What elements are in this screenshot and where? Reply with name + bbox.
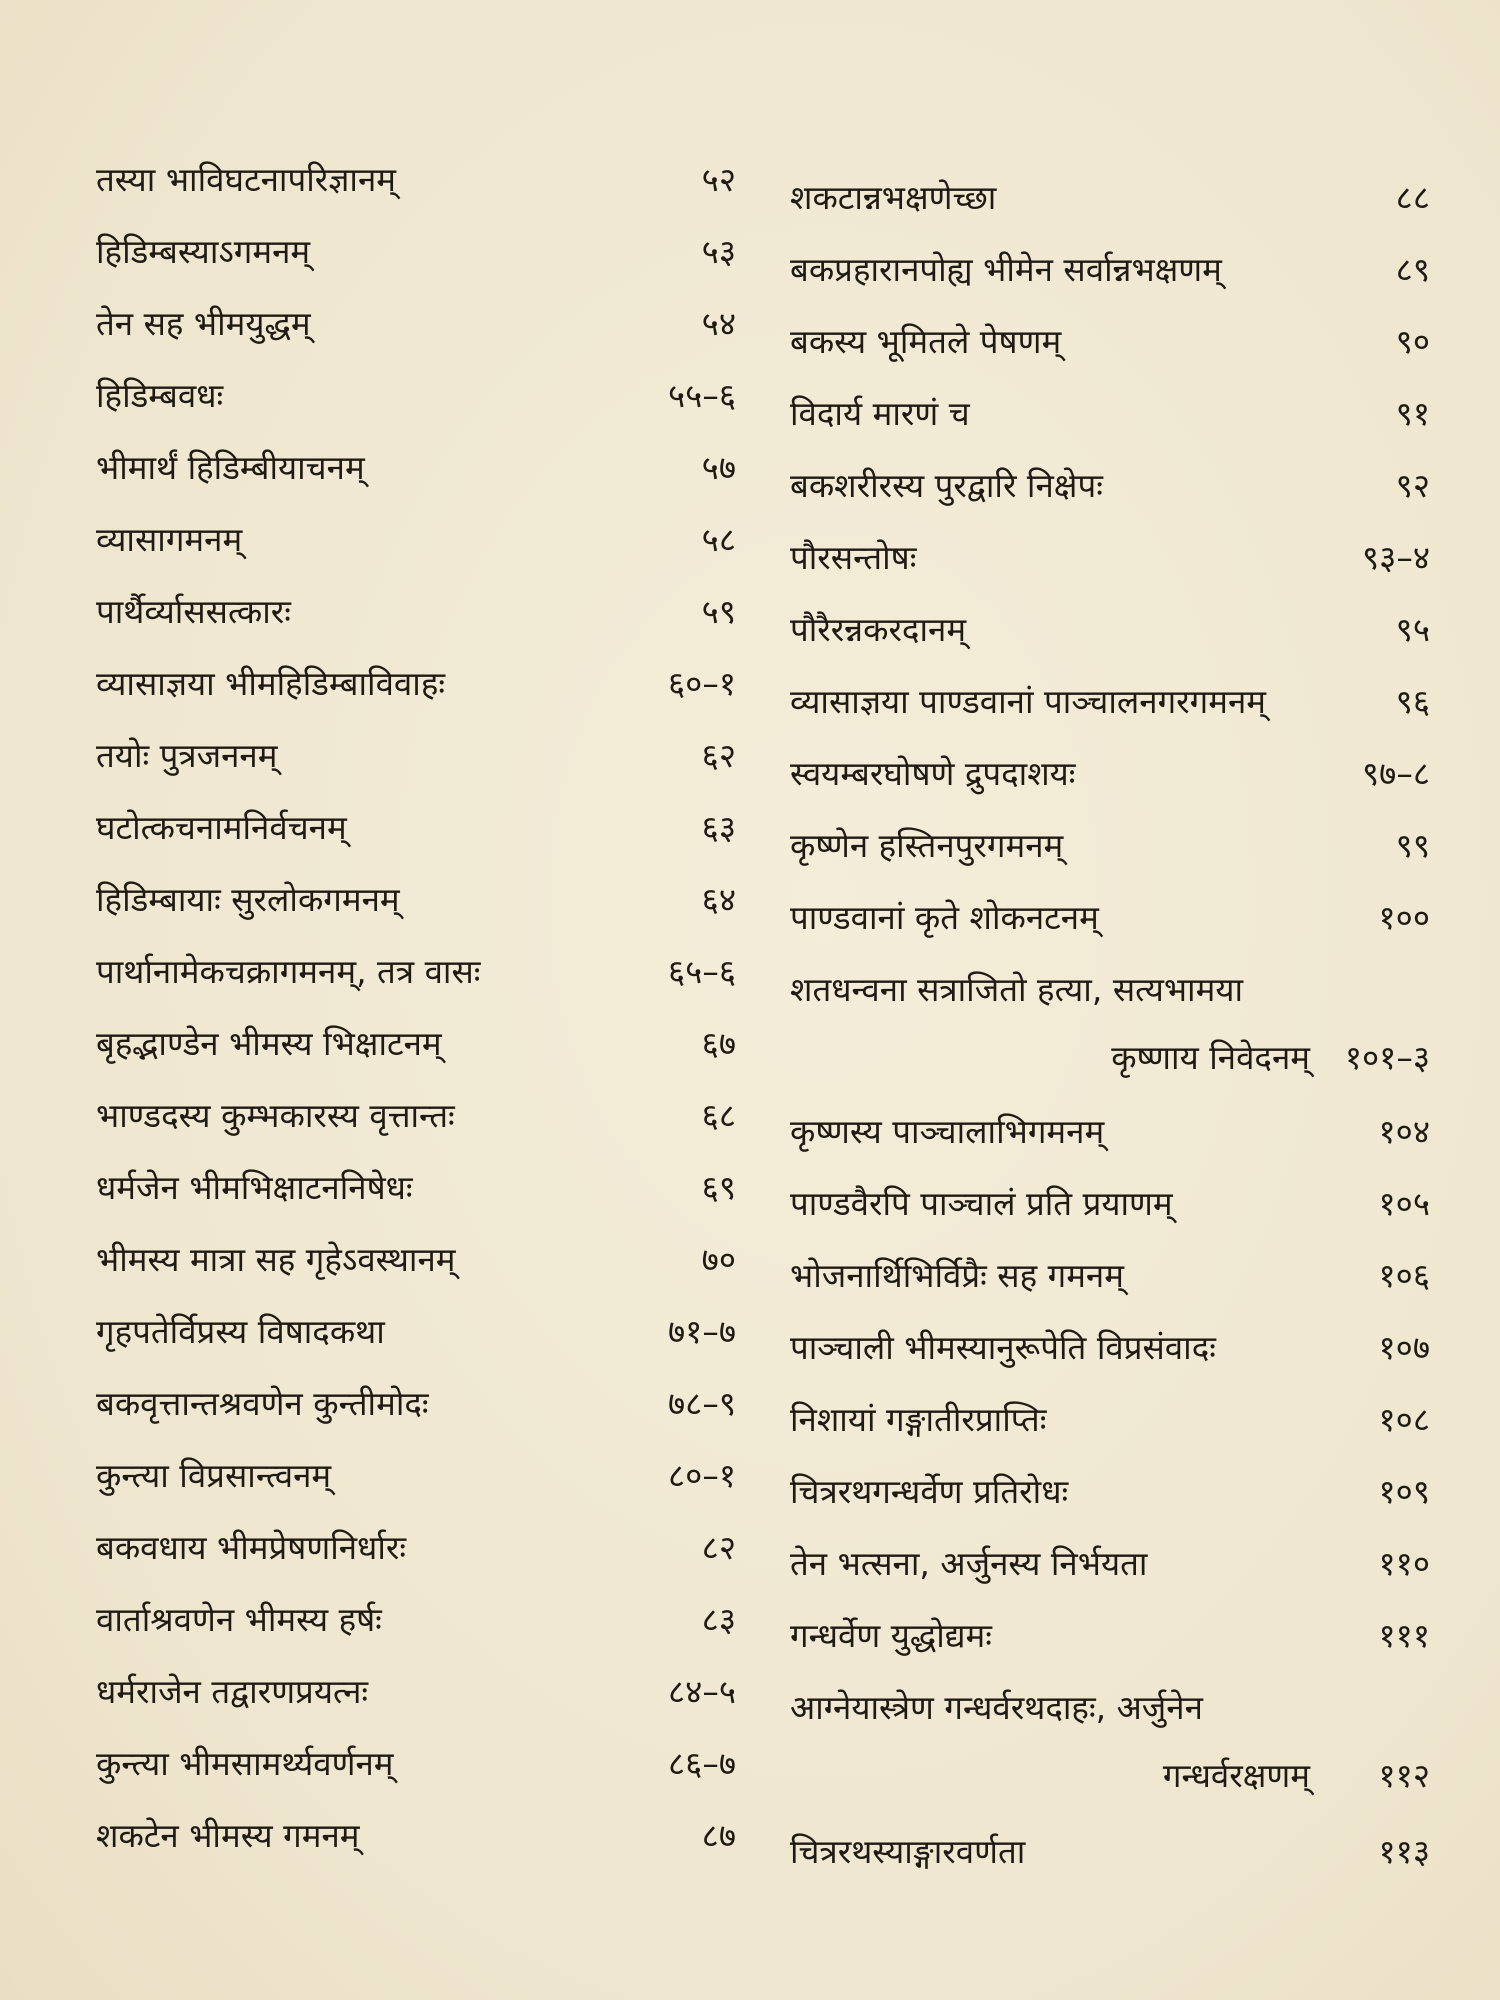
entry-page: ५५–६ — [668, 376, 736, 415]
toc-entry — [790, 1390, 1430, 1450]
entry-title-continuation: गन्धर्वरक्षणम् — [1162, 1756, 1310, 1795]
toc-entry — [96, 1158, 736, 1218]
entry-title: बकवधाय भीमप्रेषणनिर्धारः — [96, 1528, 407, 1567]
entry-page: ६४ — [701, 880, 736, 919]
toc-entry — [96, 1302, 736, 1362]
entry-page: ८६–७ — [668, 1744, 736, 1783]
entry-title: तेन सह भीमयुद्धम् — [96, 304, 311, 343]
toc-entry — [790, 1822, 1430, 1882]
entry-page: १०० — [1378, 898, 1430, 937]
entry-title: गृहपतेर्विप्रस्य विषादकथा — [96, 1312, 385, 1351]
toc-entry — [96, 1086, 736, 1146]
toc-entry — [96, 438, 736, 498]
entry-page: ५७ — [701, 448, 736, 487]
toc-entry — [790, 672, 1430, 732]
entry-title: शतधन्वना सत्राजितो हत्या, सत्यभामया — [790, 970, 1244, 1009]
entry-title: निशायां गङ्गातीरप्राप्तिः — [790, 1400, 1047, 1439]
toc-entry — [96, 726, 736, 786]
toc-entry — [790, 1174, 1430, 1234]
entry-title: कृष्णेन हस्तिनपुरगमनम् — [790, 826, 1064, 865]
toc-entry — [96, 1230, 736, 1290]
toc-entry — [790, 240, 1430, 300]
entry-title: व्यासाज्ञया पाण्डवानां पाञ्चालनगरगमनम् — [790, 682, 1267, 721]
entry-page: ६९ — [701, 1168, 736, 1207]
entry-title: पाञ्चाली भीमस्यानुरूपेति विप्रसंवादः — [790, 1328, 1216, 1367]
entry-title: बकवृत्तान्तश्रवणेन कुन्तीमोदः — [96, 1384, 429, 1423]
toc-entry — [96, 1014, 736, 1074]
entry-title: पार्थानामेकचक्रागमनम्, तत्र वासः — [96, 952, 481, 991]
entry-page: ९९ — [1395, 826, 1430, 865]
entry-title: तेन भत्सना, अर्जुनस्य निर्भयता — [790, 1544, 1148, 1583]
entry-title: गन्धर्वेण युद्धोद्यमः — [790, 1616, 992, 1655]
toc-entry — [96, 1662, 736, 1722]
entry-title: घटोत्कचनामनिर्वचनम् — [96, 808, 347, 847]
toc-entry — [790, 1534, 1430, 1594]
entry-page: ११३ — [1378, 1832, 1430, 1871]
toc-entry — [96, 366, 736, 426]
entry-title: बकशरीरस्य पुरद्वारि निक्षेपः — [790, 466, 1103, 505]
entry-title: बकस्य भूमितले पेषणम् — [790, 322, 1062, 361]
entry-page: ९५ — [1395, 610, 1430, 649]
toc-entry — [790, 1246, 1430, 1306]
entry-page: ६८ — [701, 1096, 736, 1135]
toc-entry — [790, 816, 1430, 876]
toc-entry — [96, 510, 736, 570]
toc-entry — [790, 1606, 1430, 1666]
entry-title: धर्मराजेन तद्वारणप्रयत्नः — [96, 1672, 369, 1711]
toc-entry — [790, 1678, 1430, 1808]
toc-entry — [96, 582, 736, 642]
entry-page: ६५–६ — [668, 952, 736, 991]
entry-page: ११२ — [1378, 1756, 1430, 1795]
entry-page: ९० — [1395, 322, 1430, 361]
entry-title: पार्थैर्व्याससत्कारः — [96, 592, 291, 631]
entry-page: ८८ — [1395, 178, 1430, 217]
toc-entry — [96, 870, 736, 930]
entry-page: ९७–८ — [1362, 754, 1430, 793]
toc-entry — [96, 1806, 736, 1866]
entry-page: ५४ — [701, 304, 736, 343]
entry-title: विदार्य मारणं च — [790, 394, 970, 433]
entry-page: १०८ — [1378, 1400, 1430, 1439]
toc-entry — [96, 150, 736, 210]
entry-title: बकप्रहारानपोह्य भीमेन सर्वान्नभक्षणम् — [790, 250, 1222, 289]
entry-page: ७८–९ — [668, 1384, 736, 1423]
entry-page: १०१–३ — [1344, 1038, 1430, 1077]
entry-page: ६७ — [701, 1024, 736, 1063]
entry-page: ५९ — [701, 592, 736, 631]
entry-page: ९२ — [1395, 466, 1430, 505]
entry-title: पौरसन्तोषः — [790, 538, 917, 577]
entry-page: १०६ — [1378, 1256, 1430, 1295]
entry-page: १०५ — [1378, 1184, 1430, 1223]
entry-page: ६०–१ — [668, 664, 736, 703]
entry-title: पाण्डवानां कृते शोकनटनम् — [790, 898, 1099, 937]
entry-title: भीमस्य मात्रा सह गृहेऽवस्थानम् — [96, 1240, 456, 1279]
entry-page: ५३ — [701, 232, 736, 271]
toc-entry — [96, 798, 736, 858]
entry-title: शकटान्नभक्षणेच्छा — [790, 178, 997, 217]
entry-title: तस्या भाविघटनापरिज्ञानम् — [96, 160, 396, 199]
entry-title: भोजनार्थिभिर्विप्रैः सह गमनम् — [790, 1256, 1124, 1295]
toc-entry — [96, 1446, 736, 1506]
toc-entry — [790, 744, 1430, 804]
entry-title: हिडिम्बस्याऽगमनम् — [96, 232, 311, 271]
toc-entry — [96, 1590, 736, 1650]
entry-page: ७१–७ — [668, 1312, 736, 1351]
entry-title: शकटेन भीमस्य गमनम् — [96, 1816, 360, 1855]
entry-page: १०४ — [1378, 1112, 1430, 1151]
entry-title: व्यासाज्ञया भीमहिडिम्बाविवाहः — [96, 664, 446, 703]
entry-page: ९१ — [1395, 394, 1430, 433]
entry-page: ८३ — [701, 1600, 736, 1639]
entry-title: स्वयम्बरघोषणे द्रुपदाशयः — [790, 754, 1076, 793]
toc-entry — [790, 168, 1430, 228]
entry-page: १०७ — [1378, 1328, 1430, 1367]
entry-title: चित्ररथगन्धर्वेण प्रतिरोधः — [790, 1472, 1069, 1511]
entry-page: ६३ — [701, 808, 736, 847]
toc-entry — [96, 1518, 736, 1578]
toc-entry — [96, 1374, 736, 1434]
entry-title: पाण्डवैरपि पाञ्चालं प्रति प्रयाणम् — [790, 1184, 1173, 1223]
entry-title: बृहद्भाण्डेन भीमस्य भिक्षाटनम् — [96, 1024, 442, 1063]
entry-title: हिडिम्बवधः — [96, 376, 224, 415]
toc-entry — [790, 1462, 1430, 1522]
toc-entry — [790, 888, 1430, 948]
entry-page: ६२ — [701, 736, 736, 775]
toc-entry — [790, 384, 1430, 444]
entry-title: भीमार्थं हिडिम्बीयाचनम् — [96, 448, 365, 487]
entry-title-continuation: कृष्णाय निवेदनम् — [1111, 1038, 1310, 1077]
entry-title: भाण्डदस्य कुम्भकारस्य वृत्तान्तः — [96, 1096, 455, 1135]
entry-title: चित्ररथस्याङ्गारवर्णता — [790, 1832, 1026, 1871]
toc-entry — [790, 1318, 1430, 1378]
entry-title: कुन्त्या भीमसामर्थ्यवर्णनम् — [96, 1744, 394, 1783]
entry-title: व्यासागमनम् — [96, 520, 243, 559]
entry-page: ८४–५ — [668, 1672, 736, 1711]
toc-entry — [790, 600, 1430, 660]
entry-page: ८९ — [1395, 250, 1430, 289]
entry-title: धर्मजेन भीमभिक्षाटननिषेधः — [96, 1168, 413, 1207]
toc-entry — [96, 654, 736, 714]
entry-page: ८७ — [701, 1816, 736, 1855]
entry-title: कृष्णस्य पाञ्चालाभिगमनम् — [790, 1112, 1105, 1151]
entry-page: ९३–४ — [1362, 538, 1430, 577]
entry-title: वार्ताश्रवणेन भीमस्य हर्षः — [96, 1600, 382, 1639]
toc-entry — [96, 1734, 736, 1794]
entry-page: ८२ — [701, 1528, 736, 1567]
entry-title: आग्नेयास्त्रेण गन्धर्वरथदाहः, अर्जुनेन — [790, 1688, 1203, 1727]
toc-entry — [790, 960, 1430, 1090]
toc-entry — [96, 942, 736, 1002]
entry-page: १११ — [1378, 1616, 1430, 1655]
entry-page: ५८ — [701, 520, 736, 559]
toc-entry — [790, 1102, 1430, 1162]
entry-page: ५२ — [701, 160, 736, 199]
toc-entry — [790, 312, 1430, 372]
toc-entry — [96, 294, 736, 354]
entry-page: ९६ — [1395, 682, 1430, 721]
entry-title: तयोः पुत्रजननम् — [96, 736, 278, 775]
entry-title: पौरैरन्नकरदानम् — [790, 610, 967, 649]
toc-entry — [790, 528, 1430, 588]
entry-page: १०९ — [1378, 1472, 1430, 1511]
entry-page: ७० — [701, 1240, 736, 1279]
entry-page: ११० — [1378, 1544, 1430, 1583]
entry-title: कुन्त्या विप्रसान्त्वनम् — [96, 1456, 332, 1495]
entry-page: ८०–१ — [668, 1456, 736, 1495]
entry-title: हिडिम्बायाः सुरलोकगमनम् — [96, 880, 400, 919]
toc-entry — [790, 456, 1430, 516]
toc-entry — [96, 222, 736, 282]
